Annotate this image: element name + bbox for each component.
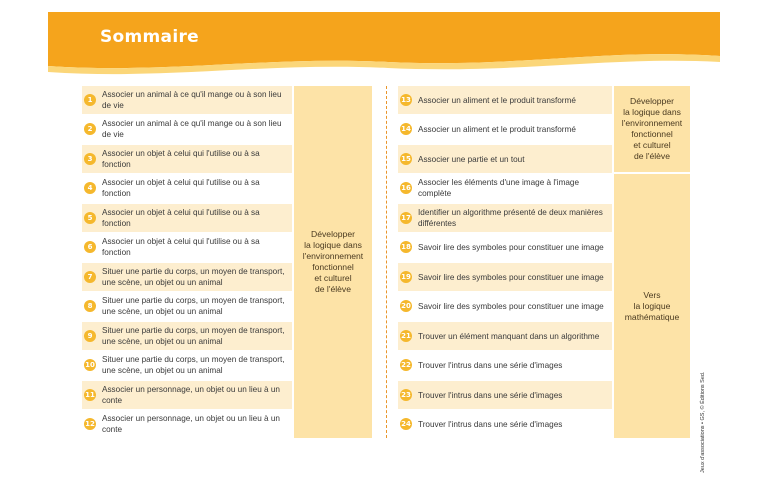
item-number-badge: 2	[84, 123, 96, 135]
category-box-logic-environment-right	[614, 86, 690, 172]
item-label: Associer un aliment et le produit transformé	[418, 124, 576, 134]
item-number-badge: 18	[401, 243, 411, 251]
item-number-badge: 15	[401, 155, 411, 163]
item-label: Situer une partie du corps, un moyen de transport, une scène, un objet ou un animal	[102, 326, 285, 346]
category-line: Vers	[643, 289, 661, 300]
item-label: Associer les éléments d'une image à l'image complète	[418, 178, 580, 198]
category-line: fonctionnel	[312, 262, 354, 272]
category-line: et culturel	[314, 273, 352, 283]
item-number-badge: 4	[84, 182, 96, 194]
category-line: Développer	[311, 229, 355, 239]
list-item[interactable]	[398, 174, 612, 202]
item-label: Savoir lire des symboles pour constituer une image	[418, 272, 604, 282]
category-box-logic-environment	[294, 86, 372, 438]
item-number-badge: 12	[85, 420, 95, 428]
category-box-math-logic	[614, 174, 690, 438]
list-item[interactable]	[398, 381, 612, 409]
item-label: Associer une partie et un tout	[418, 154, 525, 164]
item-label: Trouver un élément manquant dans un algorithme	[418, 331, 600, 341]
category-line: et culturel	[633, 140, 671, 150]
list-item[interactable]	[398, 115, 612, 143]
item-label: Trouver l'intrus dans une série d'images	[418, 419, 563, 429]
list-item[interactable]	[398, 351, 612, 379]
item-label: Associer un animal à ce qu'il mange ou à son lieu de vie	[102, 90, 282, 110]
list-item[interactable]	[82, 174, 292, 202]
list-item[interactable]	[398, 145, 612, 173]
item-label: Associer un animal à ce qu'il mange ou à son lieu de vie	[102, 119, 282, 139]
item-label: Trouver l'intrus dans une série d'images	[418, 390, 563, 400]
item-label: Associer un personnage, un objet ou un lieu à un conte	[102, 385, 280, 405]
item-label: Associer un objet à celui qui l'utilise ou à sa fonction	[102, 178, 260, 198]
list-item[interactable]	[398, 410, 612, 438]
item-label: Situer une partie du corps, un moyen de transport, une scène, un objet ou un animal	[102, 355, 285, 375]
item-number-badge: 20	[401, 302, 411, 310]
list-item[interactable]	[82, 381, 292, 409]
item-number-badge: 13	[401, 96, 411, 104]
list-item[interactable]	[82, 263, 292, 291]
list-item[interactable]	[82, 204, 292, 232]
column-divider	[386, 86, 387, 438]
category-line: Développer	[630, 96, 674, 106]
list-item[interactable]	[82, 233, 292, 261]
list-item[interactable]	[82, 410, 292, 438]
list-item[interactable]	[82, 322, 292, 350]
item-label: Identifier un algorithme présenté de deux manières différentes	[418, 208, 603, 228]
list-item[interactable]	[398, 233, 612, 261]
item-number-badge: 3	[84, 153, 96, 165]
item-label: Savoir lire des symboles pour constituer une image	[418, 301, 604, 311]
list-item[interactable]	[398, 292, 612, 320]
item-number-badge: 19	[401, 273, 411, 281]
item-label: Trouver l'intrus dans une série d'images	[418, 360, 563, 370]
item-number-badge: 14	[401, 125, 411, 133]
copyright-credit: Jeux d'associations • GS, © Éditions Sed.	[700, 371, 706, 473]
category-line: de l'élève	[633, 151, 671, 161]
item-label: Associer un objet à celui qui l'utilise ou à sa fonction	[102, 208, 260, 228]
list-item[interactable]	[82, 115, 292, 143]
category-line: la logique dans	[304, 240, 362, 250]
item-label: Associer un personnage, un objet ou un lieu à un conte	[102, 414, 280, 434]
page-title: Sommaire	[100, 27, 199, 47]
category-line: de l'élève	[314, 284, 352, 294]
item-label: Situer une partie du corps, un moyen de transport, une scène, un objet ou un animal	[102, 267, 285, 287]
item-number-badge: 17	[401, 214, 411, 222]
item-label: Associer un objet à celui qui l'utilise ou à sa fonction	[102, 237, 260, 257]
item-number-badge: 5	[84, 212, 96, 224]
list-item[interactable]	[82, 351, 292, 379]
item-number-badge: 7	[84, 271, 96, 283]
list-item[interactable]	[82, 86, 292, 114]
category-line: l'environnement	[302, 251, 364, 261]
item-number-badge: 6	[84, 241, 96, 253]
item-label: Associer un objet à celui qui l'utilise ou à sa fonction	[102, 149, 260, 169]
category-line: mathématique	[624, 311, 680, 322]
item-label: Savoir lire des symboles pour constituer une image	[418, 242, 604, 252]
item-number-badge: 22	[401, 361, 411, 369]
item-number-badge: 10	[85, 361, 95, 369]
list-item[interactable]	[398, 86, 612, 114]
item-number-badge: 16	[401, 184, 411, 192]
category-line: la logique	[633, 300, 671, 311]
item-number-badge: 23	[401, 391, 411, 399]
list-item[interactable]	[82, 292, 292, 320]
list-item[interactable]	[398, 263, 612, 291]
item-label: Associer un aliment et le produit transformé	[418, 95, 576, 105]
category-line: fonctionnel	[631, 129, 673, 139]
item-number-badge: 24	[401, 420, 411, 428]
category-line: la logique dans	[623, 107, 681, 117]
list-item[interactable]	[82, 145, 292, 173]
list-item[interactable]	[398, 322, 612, 350]
category-line: l'environnement	[621, 118, 683, 128]
item-number-badge: 21	[401, 332, 411, 340]
item-number-badge: 1	[84, 94, 96, 106]
item-label: Situer une partie du corps, un moyen de transport, une scène, un objet ou un animal	[102, 296, 285, 316]
item-number-badge: 11	[85, 391, 95, 399]
item-number-badge: 8	[84, 300, 96, 312]
item-number-badge: 9	[84, 330, 96, 342]
list-item[interactable]	[398, 204, 612, 232]
